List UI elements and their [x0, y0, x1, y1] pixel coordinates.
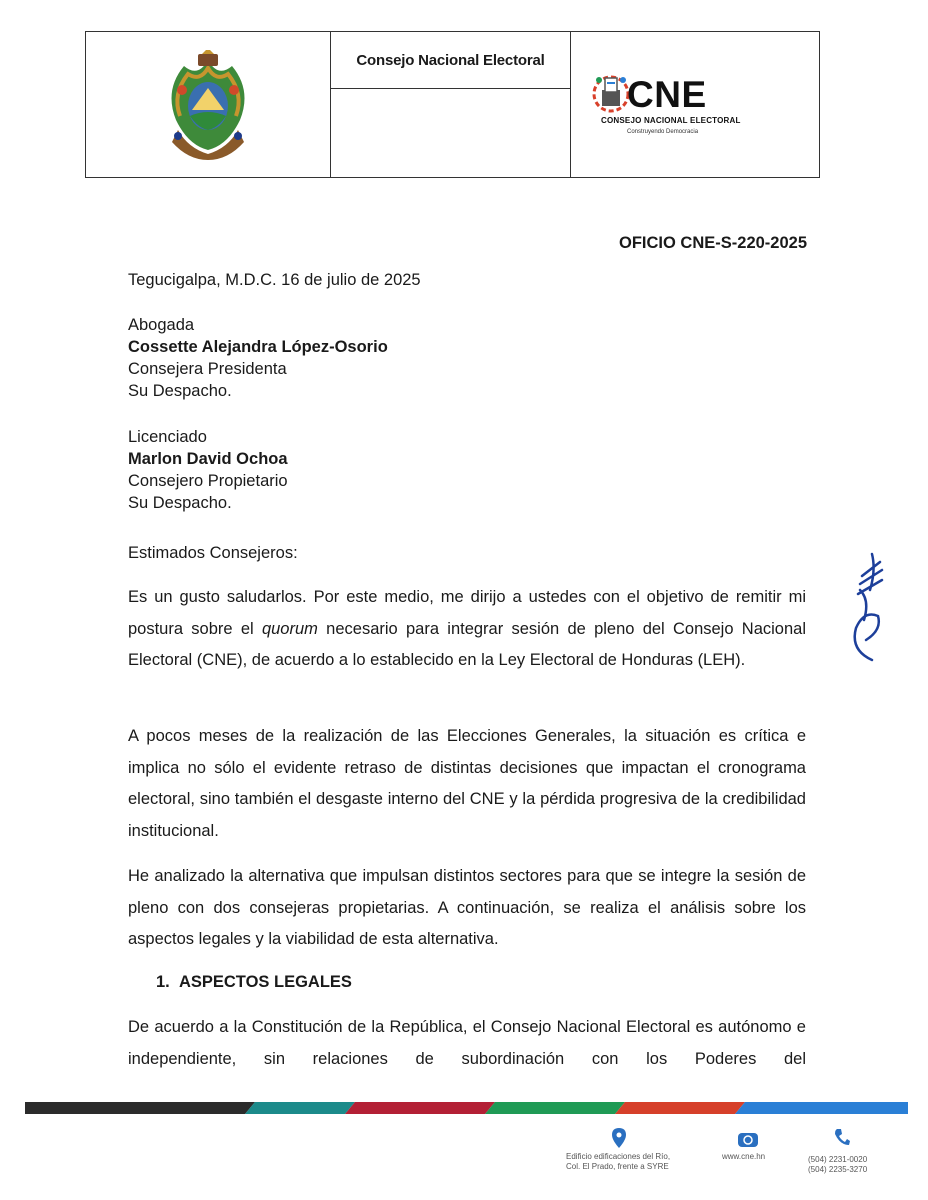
cne-tagline: Construyendo Democracia: [627, 129, 699, 135]
recipient-office: Su Despacho.: [128, 494, 232, 512]
paragraph-1-start: Es un gusto saludarlos. Por este medio, me dirijo a ustedes con el objetivo de remitir mi postura sobre el: [128, 588, 806, 638]
section-title: ASPECTOS LEGALES: [178, 973, 352, 991]
letterhead-logo-cell: [571, 32, 819, 177]
org-name: Consejo Nacional Electoral: [331, 32, 570, 89]
footer-phone: (504) 2231-0020: [808, 1155, 868, 1164]
footer-phone: (504) 2235-3270: [808, 1165, 868, 1174]
margin-signature-initials: [842, 550, 892, 665]
stripe-segment: [245, 1102, 355, 1114]
recipient-block-2: [128, 426, 288, 514]
stripe-segment: [615, 1102, 745, 1114]
honduras-coat-of-arms-icon: [158, 50, 258, 162]
recipient-title: Abogada: [128, 316, 195, 334]
letterhead-box: [85, 31, 820, 178]
recipient-position: Consejero Propietario: [128, 472, 288, 490]
web-icon: [737, 1130, 759, 1148]
cne-full-name: CONSEJO NACIONAL ELECTORAL: [601, 116, 741, 125]
footer-website: www.cne.hn: [722, 1152, 766, 1161]
recipient-name: Cossette Alejandra López-Osorio: [128, 338, 388, 356]
stripe-segment: [345, 1102, 495, 1114]
stripe-segment: [735, 1102, 908, 1114]
paragraph-2: A pocos meses de la realización de las Elecciones Generales, la situación es crítica e implica no sólo el evidente retraso de distintas decisiones que impactan el cronograma electoral, sino también el desgaste interno del CNE y la pérdida progresiva de la credibilidad institucional.: [128, 727, 806, 840]
recipient-name: Marlon David Ochoa: [128, 450, 288, 468]
stripe-segment: [485, 1102, 625, 1114]
section-heading: [156, 971, 352, 993]
paragraph-1: [128, 582, 806, 677]
footer-address: [566, 1152, 670, 1172]
paragraph-4-text: De acuerdo a la Constitución de la República, el Consejo Nacional Electoral es autónomo e independiente, sin relaciones de subordinación con los Poderes del: [128, 1018, 806, 1068]
footer-address-line: Col. El Prado, frente a SYRE: [566, 1162, 669, 1171]
footer-address-line: Edificio edificaciones del Río,: [566, 1152, 671, 1161]
location-pin-icon: [612, 1128, 626, 1148]
recipient-office: Su Despacho.: [128, 382, 232, 400]
paragraph-3: He analizado la alternativa que impulsan distintos sectores para que se integre la sesión de pleno con dos consejeras propietarias. A continuación, se realiza el análisis sobre los aspectos legales y la viabilidad de esta alternativa.: [128, 867, 806, 948]
recipient-block-1: [128, 314, 388, 402]
recipient-title: Licenciado: [128, 428, 207, 446]
letterhead-emblem-cell: [86, 32, 331, 177]
phone-icon: [834, 1128, 850, 1146]
letterhead-title-cell: [331, 32, 571, 177]
footer-phones: [808, 1155, 867, 1175]
cne-acronym: CNE: [627, 74, 707, 115]
section-number: 1.: [156, 973, 170, 991]
recipient-position: Consejera Presidenta: [128, 360, 287, 378]
document-reference: OFICIO CNE-S-220-2025: [619, 234, 807, 252]
cne-ballot-box-icon: [591, 70, 631, 114]
footer-color-stripe: [25, 1102, 908, 1114]
paragraph-1-italic-term: quorum: [261, 619, 318, 638]
paragraph-1-end: necesario para integrar sesión de pleno del Consejo Nacional Electoral (CNE), de acuerdo a lo establecido en la Ley Electoral de Honduras (LEH).: [128, 619, 806, 669]
place-date: Tegucigalpa, M.D.C. 16 de julio de 2025: [128, 271, 421, 289]
salutation: Estimados Consejeros:: [128, 544, 298, 562]
paragraph-4: [128, 1012, 806, 1075]
stripe-segment: [25, 1102, 255, 1114]
